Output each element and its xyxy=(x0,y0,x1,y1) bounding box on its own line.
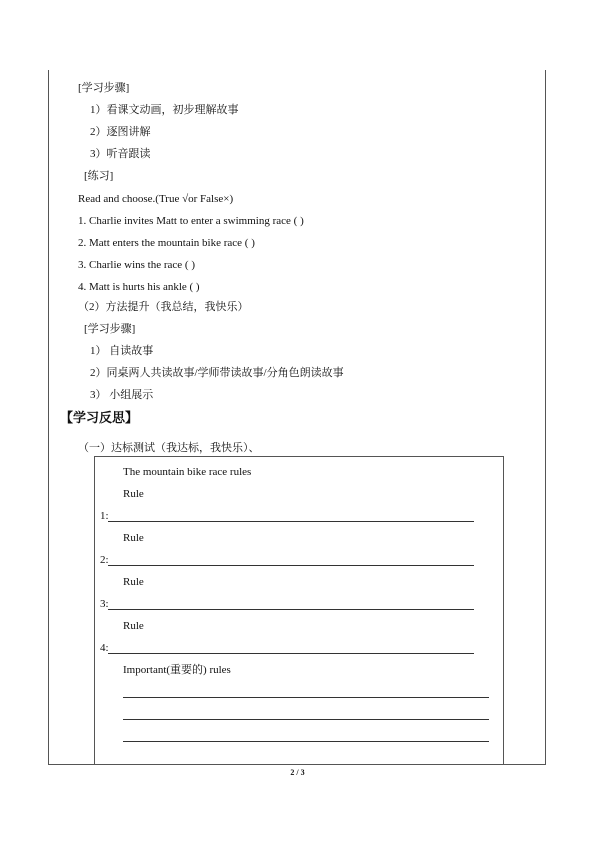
rule-number: 4: xyxy=(100,642,109,654)
rules-title: The mountain bike race rules xyxy=(123,466,252,478)
step-item: 3）听音跟读 xyxy=(90,148,151,160)
answer-line[interactable] xyxy=(108,565,474,566)
answer-line[interactable] xyxy=(123,719,489,720)
answer-line[interactable] xyxy=(123,741,489,742)
rule-number: 2: xyxy=(100,554,109,566)
method-title: （2）方法提升（我总结，我快乐） xyxy=(78,301,249,313)
important-rules-label: Important(重要的) rules xyxy=(123,664,231,676)
practice-instruction: Read and choose.(True √or False×) xyxy=(78,193,234,205)
rule-label: Rule xyxy=(123,620,144,632)
practice-item: 1. Charlie invites Matt to enter a swimming race ( ) xyxy=(78,215,304,227)
answer-line[interactable] xyxy=(108,609,474,610)
method-step-item: 1） 自读故事 xyxy=(90,345,154,357)
step-item: 2）逐图讲解 xyxy=(90,126,151,138)
rule-label: Rule xyxy=(123,488,144,500)
rule-number: 3: xyxy=(100,598,109,610)
practice-item: 3. Charlie wins the race ( ) xyxy=(78,259,195,271)
answer-line[interactable] xyxy=(123,697,489,698)
method-step-item: 3） 小组展示 xyxy=(90,389,154,401)
reflection-heading: 【学习反思】 xyxy=(60,411,139,426)
step-item: 1）看课文动画，初步理解故事 xyxy=(90,104,239,116)
rule-label: Rule xyxy=(123,576,144,588)
rule-label: Rule xyxy=(123,532,144,544)
answer-line[interactable] xyxy=(108,521,474,522)
answer-line[interactable] xyxy=(108,653,474,654)
practice-item: 4. Matt is hurts his ankle ( ) xyxy=(78,281,200,293)
practice-item: 2. Matt enters the mountain bike race ( ) xyxy=(78,237,255,249)
practice-title: [练习] xyxy=(84,170,114,182)
steps-title: [学习步骤] xyxy=(78,82,130,94)
page-number: 2 / 3 xyxy=(290,768,305,777)
method-step-item: 2）同桌两人共读故事/学师带读故事/分角色朗读故事 xyxy=(90,367,344,379)
method-steps-title: [学习步骤] xyxy=(84,323,136,335)
test-title: （一）达标测试（我达标，我快乐）、 xyxy=(78,442,260,454)
rule-number: 1: xyxy=(100,510,109,522)
